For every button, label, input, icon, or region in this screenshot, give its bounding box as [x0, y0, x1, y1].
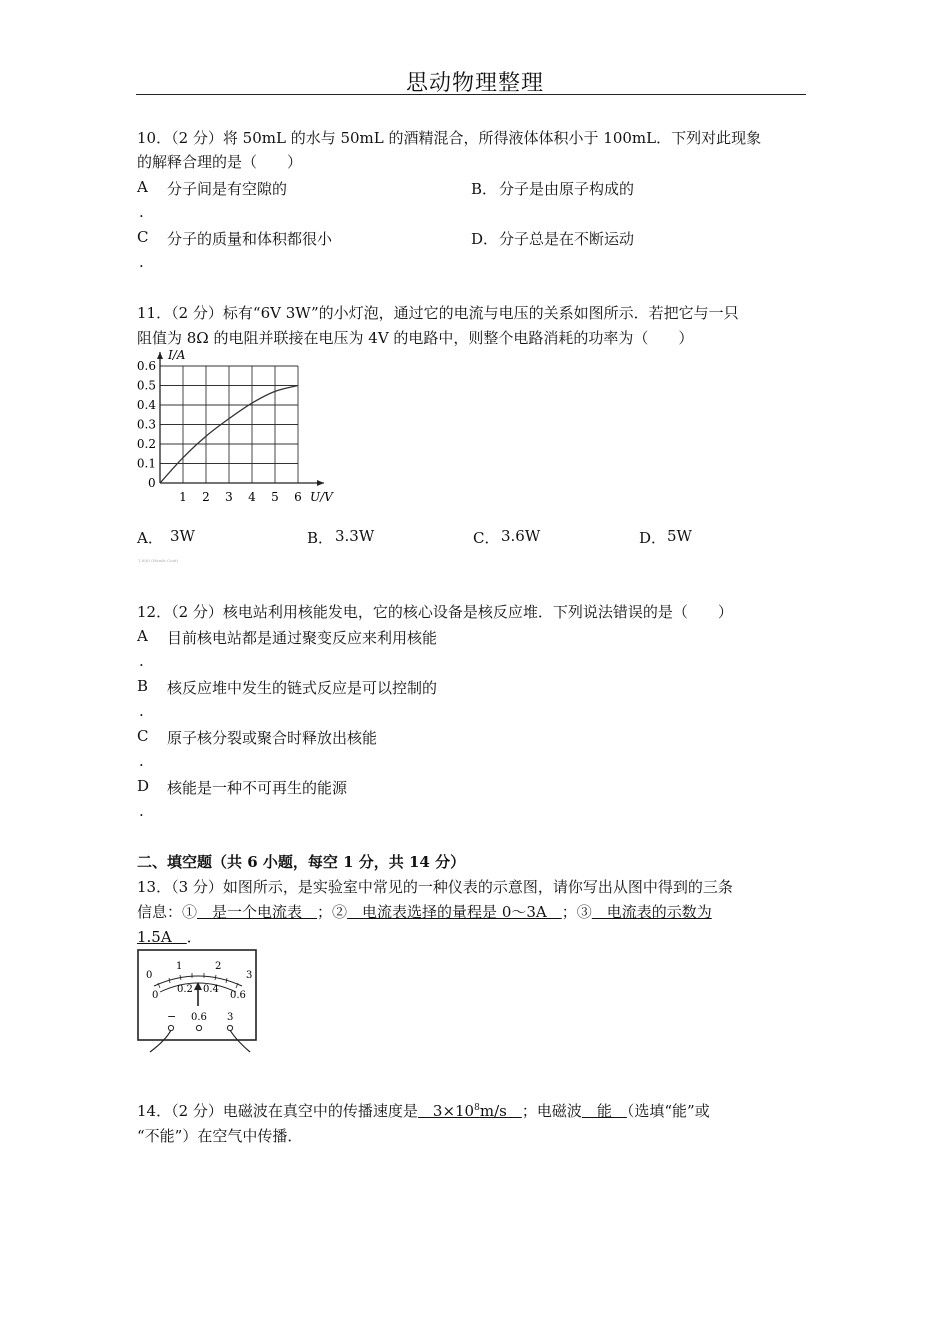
q11-option-c-text: 3.6W — [501, 527, 541, 545]
q13-answer-3a: 电流表的示数为 — [591, 903, 712, 921]
q11-option-a-label: A． — [137, 529, 163, 547]
x-tick-label-3: 3 — [225, 490, 233, 504]
chart-tick-labels — [137, 359, 302, 504]
y-tick-label-0.2: 0.2 — [136, 437, 156, 451]
q10-option-c-text: 分子的质量和体积都很小 — [167, 230, 333, 248]
q10-option-b-text: 分子是由原子构成的 — [499, 180, 635, 198]
q12-option-b-label: B — [137, 677, 149, 695]
q12-option-a-text: 目前核电站都是通过聚变反应来利用核能 — [167, 629, 438, 647]
terminal-label-0.6: 0.6 — [191, 1012, 207, 1023]
q13-answer-2: 电流表选择的量程是 0～3A — [347, 903, 562, 921]
q14-stem-prefix: 14．（2 分）电磁波在真空中的传播速度是 — [137, 1102, 418, 1120]
q14-line2: “不能”）在空气中传播． — [137, 1127, 303, 1145]
q11-stem-line1: 11．（2 分）标有“6V 3W”的小灯泡，通过它的电流与电压的关系如图所示．若把它与一只 — [137, 304, 739, 322]
q12-option-c-label: C — [137, 727, 149, 745]
q10-option-a-label: A — [137, 178, 148, 196]
x-tick-label-5: 5 — [271, 490, 279, 504]
x-tick-label-4: 4 — [248, 490, 256, 504]
q13-answers-line2 — [137, 926, 202, 947]
q13-end: ． — [186, 928, 202, 946]
q10-option-a-text: 分子间是有空隙的 — [167, 180, 288, 198]
q12-option-b-dot: . — [139, 702, 144, 720]
q10-option-d-text: 分子总是在不断运动 — [499, 230, 635, 248]
page-header-title: 思动物理整理 — [405, 71, 544, 96]
section-heading: 二、填空题（共 6 小题，每空 1 分，共 14 分） — [137, 853, 466, 871]
q13-separator-2: ；② — [317, 903, 348, 921]
q10-option-b-label: B． — [471, 180, 498, 198]
y-tick-label-0.5: 0.5 — [136, 378, 156, 393]
lower-scale-0: 0 — [152, 990, 159, 1001]
terminal-label-3: 3 — [227, 1012, 234, 1023]
q13-answer-3b: 1.5A — [137, 928, 187, 946]
lower-scale-0.2: 0.2 — [177, 984, 193, 995]
y-axis-arrow — [157, 352, 163, 359]
q11-option-a-text: 3W — [170, 527, 195, 545]
q14-mid: ；电磁波 — [521, 1102, 582, 1120]
q12-option-a-label: A — [137, 627, 148, 645]
q13-answer-1: 是一个电流表 — [197, 903, 318, 921]
q13-answers-line1 — [137, 901, 712, 922]
q12-option-d-text: 核能是一种不可再生的能源 — [167, 779, 348, 797]
q11-option-d-text: 5W — [667, 527, 692, 545]
y-tick-label-0.1: 0.1 — [136, 456, 156, 471]
lower-scale-0.4: 0.4 — [203, 984, 219, 995]
lower-scale-0.6: 0.6 — [230, 990, 246, 1001]
q11-option-d-label: D． — [639, 529, 667, 547]
x-axis-arrow — [317, 480, 324, 486]
faint-watermark: 1.8(6) (Heads Cont) — [138, 558, 179, 563]
iu-graph — [130, 346, 345, 511]
q13-separator-3: ；③ — [561, 903, 592, 921]
q12-option-c-dot: . — [139, 752, 144, 770]
q14-answer-2: 能 — [581, 1102, 627, 1120]
upper-scale-0: 0 — [146, 970, 153, 981]
q14-answer-1-unit: m/s — [479, 1102, 522, 1120]
q11-option-b-text: 3.3W — [335, 527, 375, 545]
q12-option-c-text: 原子核分裂或聚合时释放出核能 — [167, 729, 378, 747]
terminal-label-negative: − — [167, 1010, 177, 1023]
q13-stem: 13．（3 分）如图所示，是实验室中常见的一种仪表的示意图，请你写出从图中得到的三条 — [137, 878, 733, 896]
q11-stem-line2: 阻值为 8Ω 的电阻并联接在电压为 4V 的电路中，则整个电路消耗的功率为（ ） — [137, 329, 694, 347]
q10-stem-line2: 的解释合理的是（ ） — [137, 153, 303, 171]
chart-axes — [157, 352, 324, 486]
y-tick-label-0.4: 0.4 — [136, 398, 156, 412]
q10-option-c-dot: . — [139, 253, 144, 271]
upper-scale-1: 1 — [176, 961, 183, 972]
y-tick-label-0.6: 0.6 — [136, 359, 156, 373]
q11-option-c-label: C． — [473, 529, 500, 547]
origin-label: 0 — [148, 476, 156, 490]
q12-stem: 12．（2 分）核电站利用核能发电，它的核心设备是核反应堆．下列说法错误的是（ ） — [137, 603, 733, 621]
upper-scale-3: 3 — [246, 970, 253, 981]
q14-answer-1 — [418, 1102, 522, 1120]
q12-option-d-label: D — [137, 777, 150, 795]
header-divider — [136, 94, 806, 95]
chart-grid — [160, 366, 298, 483]
q10-stem-line1: 10．（2 分）将 50mL 的水与 50mL 的酒精混合，所得液体体积小于 100mL．下列对此现象 — [137, 129, 762, 147]
x-tick-label-2: 2 — [202, 490, 210, 504]
q10-option-d-label: D． — [471, 230, 499, 248]
q14-suffix: （选填“能”或 — [626, 1102, 710, 1120]
x-tick-label-6: 6 — [294, 490, 302, 504]
q14-answer-1-exponent: 8 — [474, 1103, 480, 1113]
q12-option-b-text: 核反应堆中发生的链式反应是可以控制的 — [167, 679, 438, 697]
ammeter-figure — [136, 948, 260, 1058]
q12-option-a-dot: . — [139, 652, 144, 670]
y-tick-label-0.3: 0.3 — [136, 417, 156, 432]
y-axis-label: I/A — [168, 348, 186, 362]
q10-option-c-label: C — [137, 228, 149, 246]
q11-option-b-label: B． — [307, 529, 334, 547]
x-tick-label-1: 1 — [179, 490, 187, 504]
x-axis-label: U/V — [310, 490, 333, 504]
upper-scale-2: 2 — [215, 961, 222, 972]
q14-answer-1-base: 3×10 — [417, 1102, 475, 1120]
q10-option-a-dot: . — [139, 203, 144, 221]
q13-info-prefix: 信息：① — [137, 903, 198, 921]
q12-option-d-dot: . — [139, 802, 144, 820]
q14-line1 — [137, 1100, 710, 1121]
